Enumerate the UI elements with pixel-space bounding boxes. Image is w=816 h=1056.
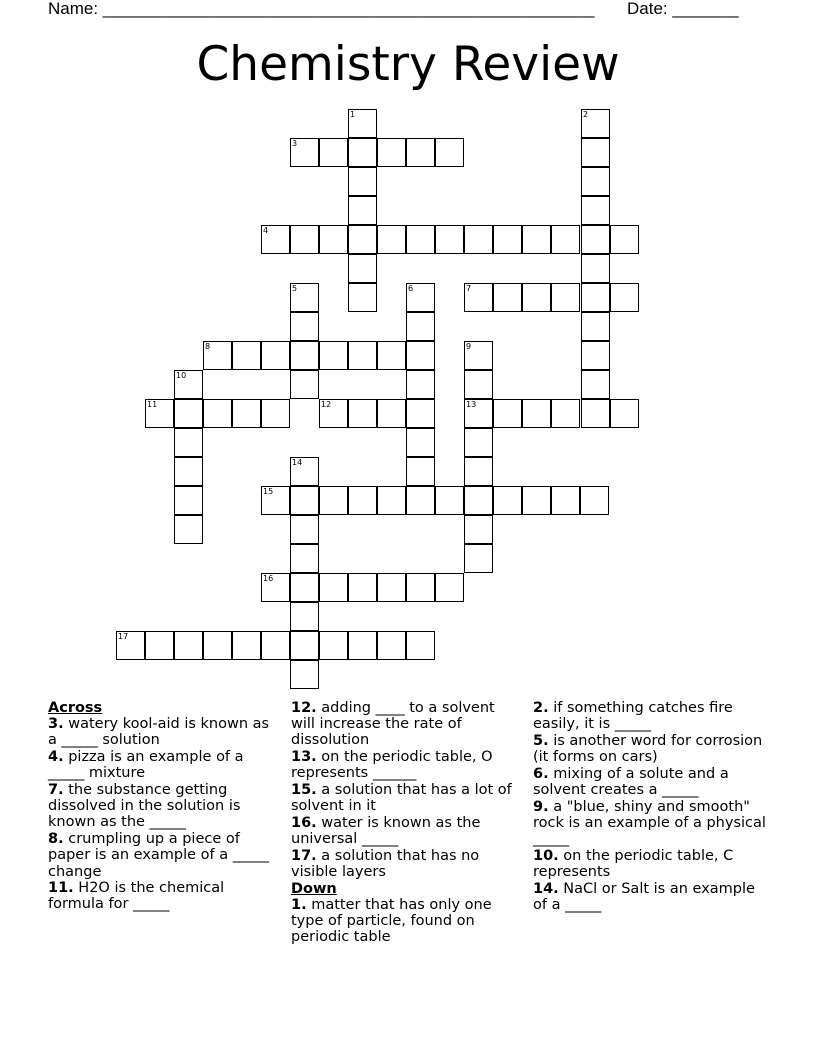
- crossword-cell[interactable]: [551, 283, 580, 312]
- clue-down-6: [533, 766, 773, 798]
- crossword-cell[interactable]: [493, 225, 522, 254]
- crossword-cell[interactable]: [464, 515, 493, 544]
- crossword-cell[interactable]: [261, 631, 290, 660]
- clue-text: crumpling up a piece of paper is an example of a _____ change: [48, 831, 270, 880]
- crossword-cell[interactable]: [493, 486, 522, 515]
- clue-text: matter that has only one type of particle, found on periodic table: [291, 896, 492, 946]
- clue-text: H2O is the chemical formula for _____: [48, 880, 225, 913]
- clue-number: 14.: [533, 880, 559, 897]
- crossword-cell[interactable]: [464, 370, 493, 399]
- crossword-cell[interactable]: [290, 312, 319, 341]
- crossword-cell[interactable]: [581, 167, 610, 196]
- crossword-cell[interactable]: [580, 486, 609, 515]
- crossword-cell[interactable]: [522, 486, 551, 515]
- crossword-cell[interactable]: [435, 573, 464, 602]
- cell-number: 5: [292, 284, 298, 293]
- crossword-cell[interactable]: [290, 138, 319, 167]
- crossword-cell[interactable]: [464, 544, 493, 573]
- clue-across-16: [291, 815, 523, 847]
- crossword-cell[interactable]: [348, 573, 377, 602]
- clue-column-1: [48, 700, 280, 913]
- clue-across-15: [291, 782, 523, 814]
- crossword-cell[interactable]: [610, 399, 639, 428]
- crossword-cell[interactable]: [174, 399, 203, 428]
- crossword-cell[interactable]: [406, 399, 435, 428]
- crossword-cell[interactable]: [348, 399, 377, 428]
- clue-text: adding ____ to a solvent will increase the rate of dissolution: [291, 700, 495, 749]
- clue-down-1: [291, 897, 523, 946]
- crossword-cell[interactable]: [203, 399, 232, 428]
- crossword-cell[interactable]: [232, 399, 261, 428]
- name-field-label: Name: ____________________________________________________: [48, 0, 595, 18]
- crossword-cell[interactable]: [406, 370, 435, 399]
- crossword-cell[interactable]: [261, 341, 290, 370]
- crossword-cell[interactable]: [522, 399, 551, 428]
- clue-number: 2.: [533, 700, 549, 716]
- crossword-cell[interactable]: [290, 486, 319, 515]
- clue-text: pizza is an example of a _____ mixture: [48, 749, 244, 782]
- crossword-cell[interactable]: [581, 312, 610, 341]
- clue-across-11: [48, 880, 280, 912]
- crossword-cell[interactable]: [261, 486, 290, 515]
- crossword-cell[interactable]: [290, 515, 319, 544]
- clue-text: on the periodic table, O represents ______: [291, 749, 493, 782]
- clue-down-9: [533, 799, 773, 848]
- crossword-cell[interactable]: [319, 486, 348, 515]
- crossword-cell[interactable]: [581, 370, 610, 399]
- crossword-cell[interactable]: [290, 602, 319, 631]
- cell-number: 1: [350, 110, 356, 119]
- cell-number: 8: [205, 342, 211, 351]
- clue-text: on the periodic table, C represents: [533, 847, 734, 881]
- crossword-cell[interactable]: [377, 573, 406, 602]
- crossword-cell[interactable]: [290, 370, 319, 399]
- clue-number: 7.: [48, 782, 64, 799]
- cell-number: 3: [292, 139, 298, 148]
- crossword-cell[interactable]: [581, 196, 610, 225]
- clue-down-14: [533, 881, 773, 913]
- crossword-cell[interactable]: [261, 573, 290, 602]
- crossword-cell[interactable]: [290, 457, 319, 486]
- crossword-cell[interactable]: [406, 486, 435, 515]
- clue-number: 12.: [291, 700, 317, 716]
- crossword-cell[interactable]: [319, 225, 348, 254]
- crossword-cell[interactable]: [377, 399, 406, 428]
- crossword-cell[interactable]: [377, 486, 406, 515]
- crossword-cell[interactable]: [348, 196, 377, 225]
- crossword-cell[interactable]: [348, 283, 377, 312]
- crossword-cell[interactable]: [464, 399, 493, 428]
- clue-text: if something catches fire easily, it is _____: [533, 700, 733, 733]
- crossword-cell[interactable]: [319, 138, 348, 167]
- clue-column-3: [533, 700, 773, 914]
- clue-text: a solution that has a lot of solvent in it: [291, 782, 512, 815]
- down-heading: Down: [291, 880, 337, 897]
- clue-text: a "blue, shiny and smooth" rock is an example of a physical _____: [533, 798, 766, 848]
- crossword-cell[interactable]: [581, 399, 610, 428]
- crossword-cell[interactable]: [348, 486, 377, 515]
- cell-number: 15: [263, 487, 274, 496]
- crossword-cell[interactable]: [406, 341, 435, 370]
- clue-text: mixing of a solute and a solvent creates a _____: [533, 765, 729, 799]
- clue-number: 11.: [48, 880, 74, 897]
- clue-down-5: [533, 733, 773, 765]
- crossword-cell[interactable]: [348, 341, 377, 370]
- crossword-cell[interactable]: [203, 631, 232, 660]
- crossword-cell[interactable]: [319, 631, 348, 660]
- clue-across-12: [291, 700, 523, 749]
- crossword-cell[interactable]: [348, 138, 377, 167]
- crossword-cell[interactable]: [610, 225, 639, 254]
- crossword-cell[interactable]: [493, 399, 522, 428]
- page-title: Chemistry Review: [196, 37, 620, 92]
- across-heading: Across: [48, 700, 103, 716]
- clue-number: 6.: [533, 765, 549, 782]
- crossword-cell[interactable]: [551, 225, 580, 254]
- crossword-cell[interactable]: [522, 283, 551, 312]
- clue-across-17: [291, 848, 523, 880]
- crossword-cell[interactable]: [348, 254, 377, 283]
- cell-number: 12: [321, 400, 332, 409]
- cell-number: 4: [263, 226, 269, 235]
- crossword-cell[interactable]: [581, 254, 610, 283]
- crossword-cell[interactable]: [174, 486, 203, 515]
- clue-across-7: [48, 782, 280, 831]
- crossword-cell[interactable]: [348, 631, 377, 660]
- cell-number: 7: [466, 284, 472, 293]
- clue-number: 10.: [533, 847, 559, 864]
- crossword-cell[interactable]: [116, 631, 145, 660]
- crossword-cell[interactable]: [464, 225, 493, 254]
- clue-text: NaCl or Salt is an example of a _____: [533, 880, 755, 913]
- crossword-cell[interactable]: [377, 631, 406, 660]
- clue-down-10: [533, 848, 773, 880]
- crossword-cell[interactable]: [290, 544, 319, 573]
- cell-number: 14: [292, 458, 303, 467]
- crossword-cell[interactable]: [377, 138, 406, 167]
- crossword-cell[interactable]: [348, 167, 377, 196]
- crossword-cell[interactable]: [174, 428, 203, 457]
- crossword-cell[interactable]: [406, 312, 435, 341]
- clue-across-13: [291, 749, 523, 781]
- clue-number: 16.: [291, 814, 317, 831]
- crossword-cell[interactable]: [290, 631, 319, 660]
- clue-number: 8.: [48, 831, 64, 848]
- clue-number: 17.: [291, 847, 317, 864]
- clue-across-3: [48, 716, 280, 748]
- cell-number: 17: [118, 632, 129, 641]
- clue-down-2: [533, 700, 773, 732]
- cell-number: 6: [408, 284, 414, 293]
- crossword-cell[interactable]: [290, 225, 319, 254]
- crossword-cell[interactable]: [406, 457, 435, 486]
- crossword-cell[interactable]: [174, 515, 203, 544]
- crossword-cell[interactable]: [581, 138, 610, 167]
- clue-text: a solution that has no visible layers: [291, 847, 480, 881]
- crossword-cell[interactable]: [261, 399, 290, 428]
- crossword-cell[interactable]: [348, 109, 377, 138]
- cell-number: 2: [583, 110, 589, 119]
- crossword-cell[interactable]: [174, 631, 203, 660]
- crossword-cell[interactable]: [464, 486, 493, 515]
- crossword-cell[interactable]: [581, 341, 610, 370]
- crossword-cell[interactable]: [174, 370, 203, 399]
- crossword-cell[interactable]: [290, 283, 319, 312]
- crossword-cell[interactable]: [319, 341, 348, 370]
- crossword-cell[interactable]: [174, 457, 203, 486]
- crossword-cell[interactable]: [464, 457, 493, 486]
- crossword-cell[interactable]: [406, 283, 435, 312]
- cell-number: 9: [466, 342, 472, 351]
- clue-number: 5.: [533, 732, 549, 749]
- crossword-cell[interactable]: [435, 225, 464, 254]
- crossword-cell[interactable]: [464, 283, 493, 312]
- crossword-cell[interactable]: [610, 283, 639, 312]
- crossword-cell[interactable]: [290, 660, 319, 689]
- crossword-cell[interactable]: [145, 631, 174, 660]
- clue-number: 3.: [48, 716, 64, 733]
- clue-number: 9.: [533, 798, 549, 815]
- crossword-cell[interactable]: [464, 428, 493, 457]
- cell-number: 16: [263, 574, 274, 583]
- crossword-cell[interactable]: [377, 341, 406, 370]
- crossword-cell[interactable]: [290, 341, 319, 370]
- clue-column-2: [291, 700, 523, 946]
- cell-number: 11: [147, 400, 158, 409]
- clue-number: 4.: [48, 749, 64, 766]
- crossword-cell[interactable]: [435, 138, 464, 167]
- crossword-cell[interactable]: [522, 225, 551, 254]
- crossword-cell[interactable]: [581, 225, 610, 254]
- clue-across-4: [48, 749, 280, 781]
- crossword-cell[interactable]: [319, 573, 348, 602]
- crossword-cell[interactable]: [551, 486, 580, 515]
- crossword-cell[interactable]: [551, 399, 580, 428]
- crossword-cell[interactable]: [261, 225, 290, 254]
- crossword-cell[interactable]: [145, 399, 174, 428]
- crossword-cell[interactable]: [435, 486, 464, 515]
- clue-text: the substance getting dissolved in the solution is known as the _____: [48, 782, 241, 831]
- crossword-cell[interactable]: [377, 225, 406, 254]
- clue-number: 13.: [291, 749, 317, 766]
- crossword-cell[interactable]: [406, 225, 435, 254]
- crossword-cell[interactable]: [581, 283, 610, 312]
- clue-text: is another word for corrosion (it forms on cars): [533, 732, 763, 766]
- clue-across-8: [48, 831, 280, 880]
- crossword-cell[interactable]: [203, 341, 232, 370]
- crossword-cell[interactable]: [348, 225, 377, 254]
- clue-number: 15.: [291, 782, 317, 799]
- clue-text: water is known as the universal _____: [291, 814, 481, 848]
- cell-number: 13: [466, 400, 477, 409]
- clue-text: watery kool-aid is known as a _____ solution: [48, 716, 270, 749]
- crossword-cell[interactable]: [464, 341, 493, 370]
- crossword-cell[interactable]: [290, 573, 319, 602]
- crossword-cell[interactable]: [232, 631, 261, 660]
- crossword-cell[interactable]: [581, 109, 610, 138]
- crossword-cell[interactable]: [319, 399, 348, 428]
- cell-number: 10: [176, 371, 187, 380]
- crossword-cell[interactable]: [406, 573, 435, 602]
- crossword-cell[interactable]: [406, 428, 435, 457]
- crossword-cell[interactable]: [493, 283, 522, 312]
- crossword-cell[interactable]: [406, 138, 435, 167]
- date-field-label: Date: _______: [627, 0, 739, 18]
- clue-number: 1.: [291, 896, 307, 913]
- crossword-cell[interactable]: [406, 631, 435, 660]
- crossword-cell[interactable]: [232, 341, 261, 370]
